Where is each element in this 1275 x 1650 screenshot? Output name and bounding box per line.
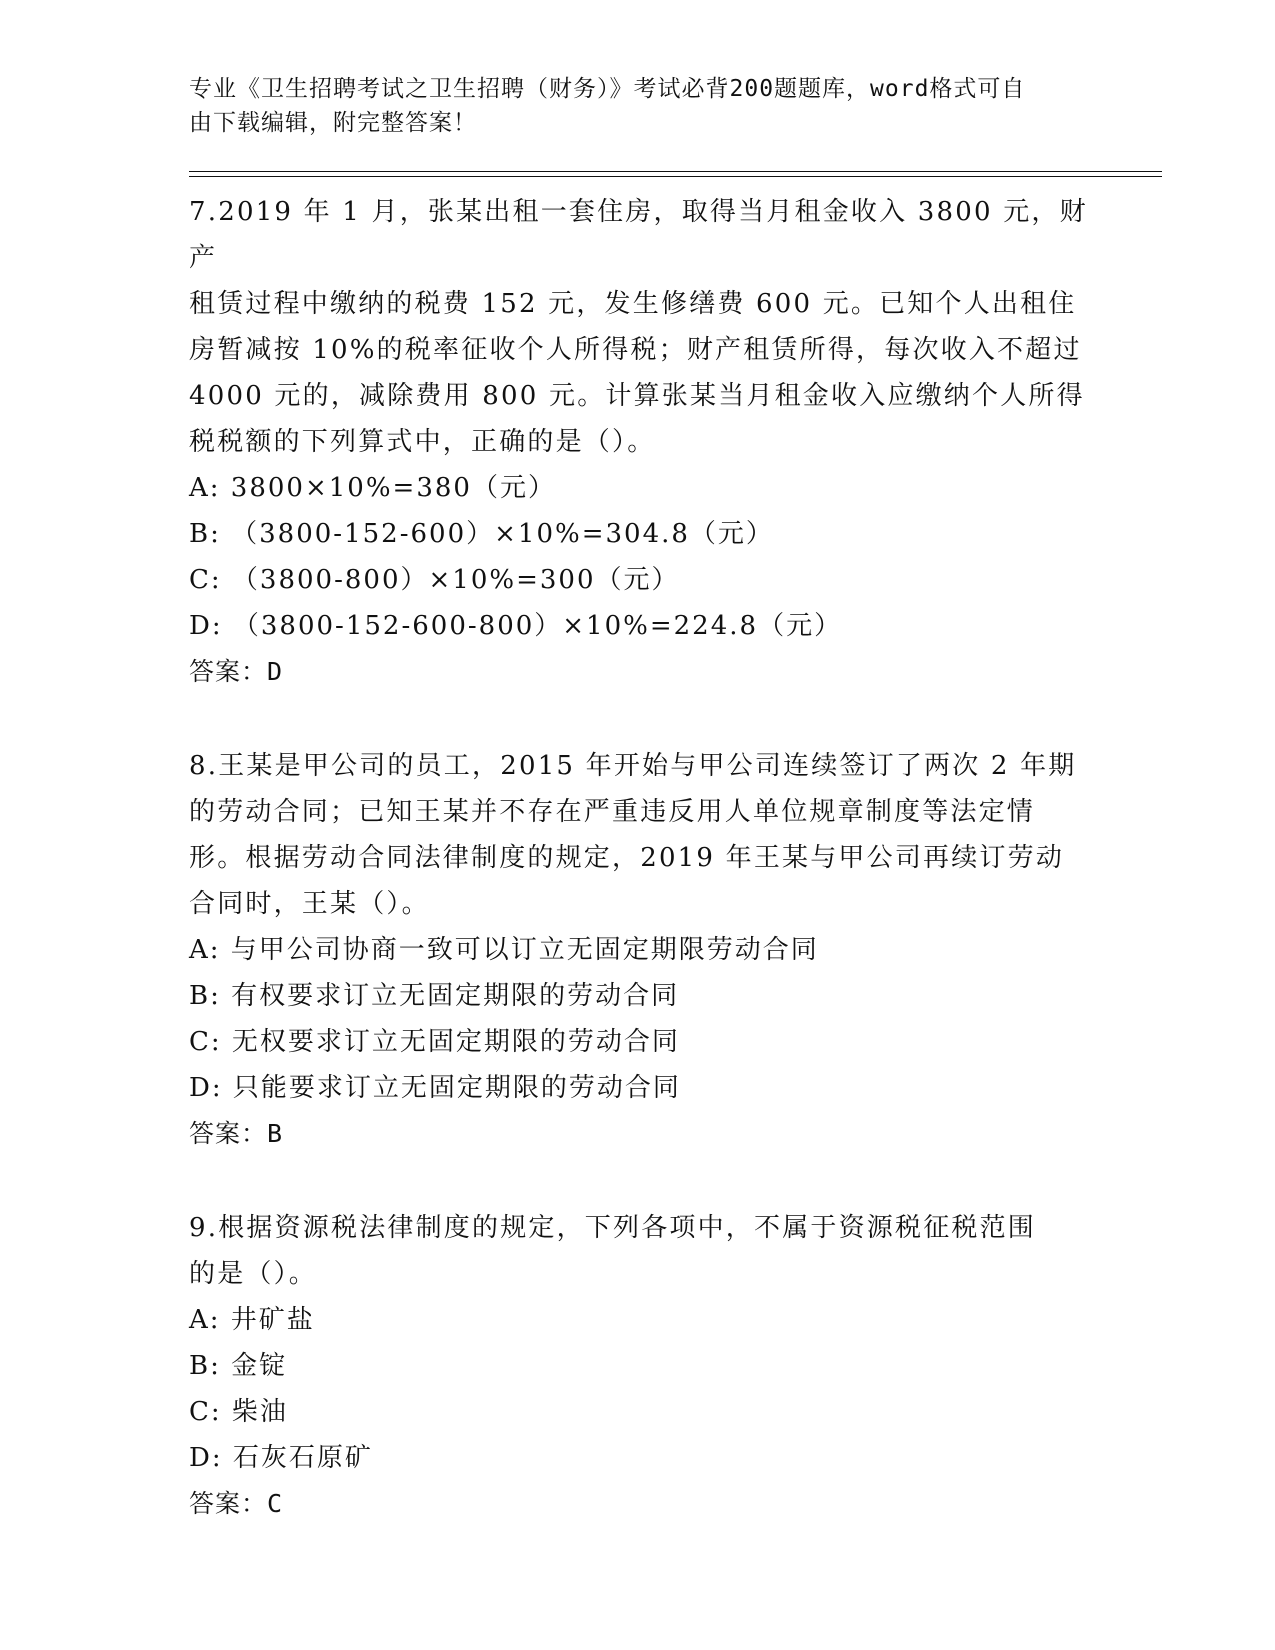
option-c: C: 无权要求订立无固定期限的劳动合同 (189, 1027, 680, 1057)
question-list (189, 189, 1089, 1527)
option-c: C: 柴油 (189, 1397, 288, 1427)
question-spacer (189, 695, 1089, 743)
option-b: B: 金锭 (189, 1351, 288, 1381)
option-d: D: 石灰石原矿 (189, 1443, 373, 1473)
question-stem-line: 8.王某是甲公司的员工，2015 年开始与甲公司连续签订了两次 2 年期 (189, 751, 1077, 781)
option-d: D: （3800-152-600-800）×10%=224.8（元） (189, 611, 843, 641)
option-a: A: 井矿盐 (189, 1305, 315, 1335)
question-stem-line: 税税额的下列算式中，正确的是（）。 (189, 427, 656, 457)
question-stem-line: 租赁过程中缴纳的税费 152 元，发生修缮费 600 元。已知个人出租住 (189, 289, 1077, 319)
question-stem-line: 合同时，王某（）。 (189, 889, 430, 919)
option-b: B: （3800-152-600）×10%=304.8（元） (189, 519, 774, 549)
question-stem-line: 形。根据劳动合同法律制度的规定，2019 年王某与甲公司再续订劳动 (189, 843, 1065, 873)
answer-line: 答案：B (189, 1119, 284, 1148)
option-d: D: 只能要求订立无固定期限的劳动合同 (189, 1073, 681, 1103)
header-line: 专业《卫生招聘考试之卫生招聘（财务）》考试必背200题题库，word格式可自 (189, 76, 1026, 102)
document-header (189, 72, 1089, 140)
question-7 (189, 189, 1089, 695)
question-stem-line: 房暂减按 10%的税率征收个人所得税；财产租赁所得，每次收入不超过 (189, 335, 1082, 365)
question-stem-line: 7.2019 年 1 月，张某出租一套住房，取得当月租金收入 3800 元，财产 (189, 197, 1088, 273)
header-divider-top (189, 171, 1162, 172)
option-a: A: 3800×10%=380（元） (189, 473, 556, 503)
question-stem-line: 的劳动合同；已知王某并不存在严重违反用人单位规章制度等法定情 (189, 797, 1036, 827)
option-b: B: 有权要求订立无固定期限的劳动合同 (189, 981, 680, 1011)
question-spacer (189, 1157, 1089, 1205)
option-a: A: 与甲公司协商一致可以订立无固定期限劳动合同 (189, 935, 819, 965)
question-8 (189, 743, 1089, 1157)
header-divider-bottom (189, 176, 1162, 177)
question-stem-line: 的是（）。 (189, 1259, 318, 1289)
header-line: 由下载编辑，附完整答案！ (189, 110, 477, 136)
answer-line: 答案：C (189, 1489, 284, 1518)
question-9 (189, 1205, 1089, 1527)
question-stem-line: 9.根据资源税法律制度的规定，下列各项中，不属于资源税征税范围 (189, 1213, 1037, 1243)
question-stem-line: 4000 元的，减除费用 800 元。计算张某当月租金收入应缴纳个人所得 (189, 381, 1085, 411)
option-c: C: （3800-800）×10%=300（元） (189, 565, 680, 595)
answer-line: 答案：D (189, 657, 284, 686)
